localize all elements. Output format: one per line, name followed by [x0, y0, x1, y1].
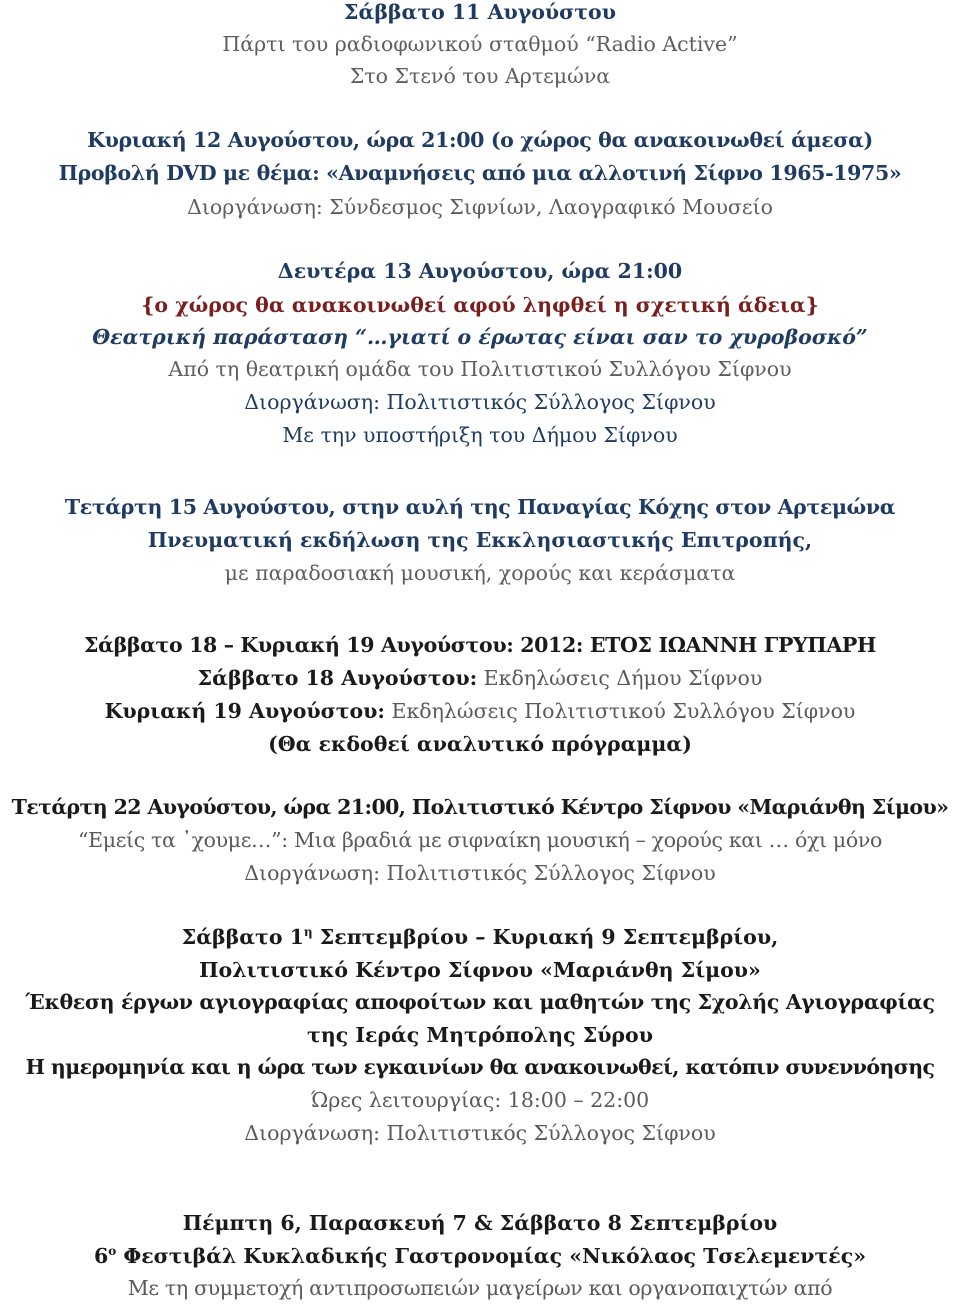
- event-7-date-ordinal: η: [303, 925, 313, 940]
- event-7-hours: Ώρες λειτουργίας: 18:00 – 22:00: [310, 1088, 650, 1112]
- event-3-support: Με την υποστήριξη του Δήμου Σίφνου: [282, 423, 678, 447]
- event-5-sunday-text: Εκδηλώσεις Πολιτιστικού Συλλόγου Σίφνου: [384, 699, 856, 723]
- event-6-organizer: Διοργάνωση: Πολιτιστικός Σύλλογος Σίφνου: [244, 861, 716, 885]
- event-6-date: Τετάρτη 22 Αυγούστου, ώρα 21:00, Πολιτιστικό Κέντρο Σίφνου «Μαριάνθη Σίμου»: [11, 795, 949, 819]
- event-5-saturday-text: Εκδηλώσεις Δήμου Σίφνου: [477, 666, 763, 690]
- event-3-troupe: Από τη θεατρική ομάδα του Πολιτιστικού Συλλόγου Σίφνου: [168, 357, 792, 381]
- event-7-title: Έκθεση έργων αγιογραφίας αποφοίτων και μαθητών της Σχολής Αγιογραφίας: [25, 990, 935, 1014]
- event-5-program-note: (Θα εκδοθεί αναλυτικό πρόγραμμα): [268, 732, 692, 756]
- event-5-date: Σάββατο 18 – Κυριακή 19 Αυγούστου: 2012: ΕΤΟΣ ΙΩΑΝΝΗ ΓΡΥΠΑΡΗ: [84, 633, 876, 657]
- event-3-title: Θεατρική παράσταση “…γιατί ο έρωτας είναι σαν το χυροβοσκό”: [92, 325, 868, 349]
- event-8-title-number: 6: [93, 1244, 109, 1268]
- event-6-title: “Εμείς τα ᾽χουμε…”: Μια βραδιά με σιφναίκη μουσική – χορούς και … όχι μόνο: [78, 828, 882, 852]
- event-8-title-text: Φεστιβάλ Κυκλαδικής Γαστρονομίας «Νικόλαος Τσελεμεντές»: [116, 1244, 867, 1268]
- event-4-title: Πνευματική εκδήλωση της Εκκλησιαστικής Επιτροπής,: [147, 528, 813, 552]
- event-8-description: Με τη συμμετοχή αντιπροσωπειών μαγείρων και οργανοπαιχτών από: [127, 1276, 833, 1300]
- event-7-dates: [0, 922, 960, 952]
- event-8-title-ordinal: ο: [108, 1244, 117, 1259]
- event-2-title: Προβολή DVD με θέμα: «Αναμνήσεις από μια αλλοτινή Σίφνο 1965-1975»: [58, 161, 902, 185]
- event-7-date-end: Σεπτεμβρίου – Κυριακή 9 Σεπτεμβρίου,: [312, 925, 779, 949]
- event-7-organizer: Διοργάνωση: Πολιτιστικός Σύλλογος Σίφνου: [244, 1121, 716, 1145]
- event-5-saturday: [0, 663, 960, 693]
- event-4-description: με παραδοσιακή μουσική, χορούς και κεράσματα: [224, 561, 736, 585]
- event-3-organizer: Διοργάνωση: Πολιτιστικός Σύλλογος Σίφνου: [244, 390, 716, 414]
- event-8-title: [0, 1241, 960, 1271]
- event-7-date-start: Σάββατο 1: [181, 925, 304, 949]
- event-3-venue-note: {ο χώρος θα ανακοινωθεί αφού ληφθεί η σχετική άδεια}: [141, 293, 819, 317]
- event-3-date: Δευτέρα 13 Αυγούστου, ώρα 21:00: [277, 259, 683, 283]
- event-5-sunday-label: Κυριακή 19 Αυγούστου:: [104, 699, 385, 723]
- event-1-title: Πάρτι του ραδιοφωνικού σταθμού “Radio Active”: [222, 32, 738, 56]
- event-5-saturday-label: Σάββατο 18 Αυγούστου:: [197, 666, 478, 690]
- event-2-organizer: Διοργάνωση: Σύνδεσμος Σιφνίων, Λαογραφικό Μουσείο: [187, 195, 773, 219]
- event-4-date: Τετάρτη 15 Αυγούστου, στην αυλή της Παναγίας Κόχης στον Αρτεμώνα: [64, 495, 896, 519]
- event-2-date: Κυριακή 12 Αυγούστου, ώρα 21:00 (ο χώρος θα ανακοινωθεί άμεσα): [87, 128, 873, 152]
- event-7-opening-note: Η ημερομηνία και η ώρα των εγκαινίων θα ανακοινωθεί, κατόπιν συνεννόησης: [25, 1055, 935, 1079]
- event-1-venue: Στο Στενό του Αρτεμώνα: [349, 64, 611, 88]
- event-8-dates: Πέμπτη 6, Παρασκευή 7 & Σάββατο 8 Σεπτεμβρίου: [182, 1211, 778, 1235]
- event-7-title-cont: της Ιεράς Μητρόπολης Σύρου: [307, 1023, 653, 1047]
- event-7-venue: Πολιτιστικό Κέντρο Σίφνου «Μαριάνθη Σίμου»: [199, 958, 761, 982]
- event-5-sunday: [0, 696, 960, 726]
- event-1-date: Σάββατο 11 Αυγούστου: [344, 0, 616, 24]
